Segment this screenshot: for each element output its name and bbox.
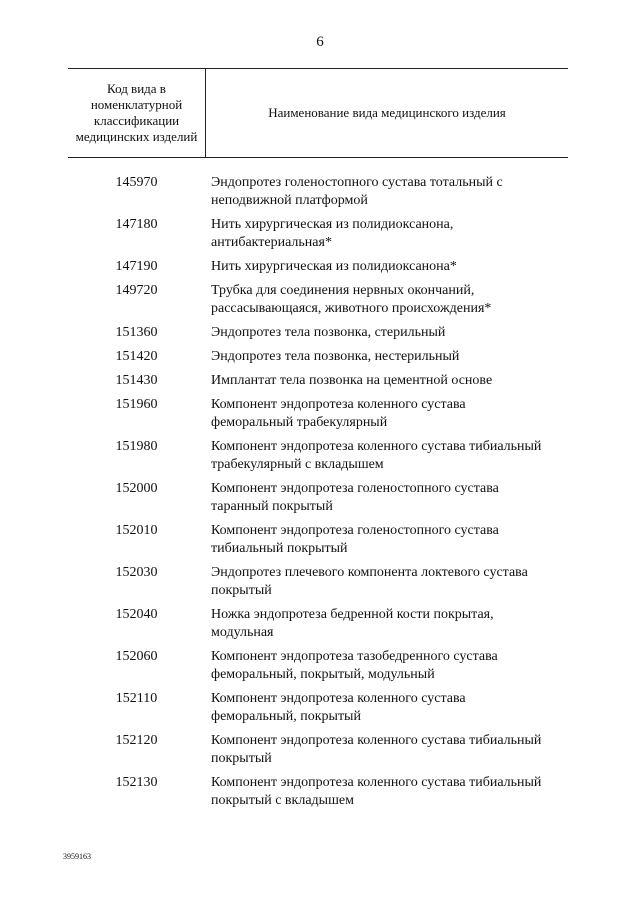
table-row: [68, 216, 568, 252]
device-name: Компонент эндопротеза коленного сустава тибиальный трабекулярный с вкладышем: [211, 439, 542, 472]
device-code: 152030: [115, 565, 158, 580]
table-row: [68, 348, 568, 366]
table-row: [68, 258, 568, 276]
device-code: 151430: [115, 373, 158, 388]
device-code: 147180: [115, 217, 158, 232]
device-name: Компонент эндопротеза голеностопного сустава таранный покрытый: [211, 481, 499, 514]
device-code: 152120: [115, 733, 158, 748]
device-code: 152010: [115, 523, 158, 538]
device-name: Компонент эндопротеза коленного сустава феморальный трабекулярный: [211, 397, 466, 430]
device-name: Компонент эндопротеза голеностопного сустава тибиальный покрытый: [211, 523, 499, 556]
document-id: 3959163: [63, 852, 91, 861]
device-name: Имплантат тела позвонка на цементной основе: [211, 373, 493, 388]
table-row: [68, 372, 568, 390]
device-name: Эндопротез плечевого компонента локтевого сустава покрытый: [211, 565, 528, 598]
table-body: [68, 174, 568, 816]
device-name: Эндопротез голеностопного сустава тотальный с неподвижной платформой: [211, 175, 503, 208]
table-row: [68, 606, 568, 642]
table-row: [68, 480, 568, 516]
table-row: [68, 690, 568, 726]
header-name-column: Наименование вида медицинского изделия: [268, 105, 506, 120]
device-name: Нить хирургическая из полидиоксанона, антибактериальная*: [211, 217, 454, 250]
device-code: 152060: [115, 649, 158, 664]
table-header: [68, 68, 568, 158]
device-name: Трубка для соединения нервных окончаний, рассасывающаяся, животного происхождения*: [211, 283, 492, 316]
device-name: Компонент эндопротеза коленного сустава феморальный, покрытый: [211, 691, 466, 724]
device-code: 149720: [115, 283, 158, 298]
device-code: 152110: [115, 691, 158, 706]
device-code: 152000: [115, 481, 158, 496]
device-code: 147190: [115, 259, 158, 274]
table-row: [68, 648, 568, 684]
header-code-column: Код вида в номенклатурной классификации медицинских изделий: [68, 69, 206, 157]
table-row: [68, 564, 568, 600]
table-row: [68, 438, 568, 474]
table-row: [68, 732, 568, 768]
device-code: 151360: [115, 325, 158, 340]
table-row: [68, 174, 568, 210]
device-name: Эндопротез тела позвонка, стерильный: [211, 325, 446, 340]
device-name: Компонент эндопротеза тазобедренного сустава феморальный, покрытый, модульный: [211, 649, 498, 682]
device-code: 151960: [115, 397, 158, 412]
table-row: [68, 324, 568, 342]
device-name: Компонент эндопротеза коленного сустава тибиальный покрытый: [211, 733, 542, 766]
device-code: 145970: [115, 175, 158, 190]
device-code: 151420: [115, 349, 158, 364]
device-name: Нить хирургическая из полидиоксанона*: [211, 259, 457, 274]
device-code: 152040: [115, 607, 158, 622]
table-row: [68, 396, 568, 432]
device-name: Эндопротез тела позвонка, нестерильный: [211, 349, 460, 364]
table-row: [68, 522, 568, 558]
device-code: 152130: [115, 775, 158, 790]
table-row: [68, 282, 568, 318]
table-row: [68, 774, 568, 810]
device-code: 151980: [115, 439, 158, 454]
device-name: Ножка эндопротеза бедренной кости покрытая, модульная: [211, 607, 494, 640]
devices-table: [68, 68, 568, 808]
device-name: Компонент эндопротеза коленного сустава тибиальный покрытый с вкладышем: [211, 775, 542, 808]
page-number: 6: [316, 34, 324, 50]
